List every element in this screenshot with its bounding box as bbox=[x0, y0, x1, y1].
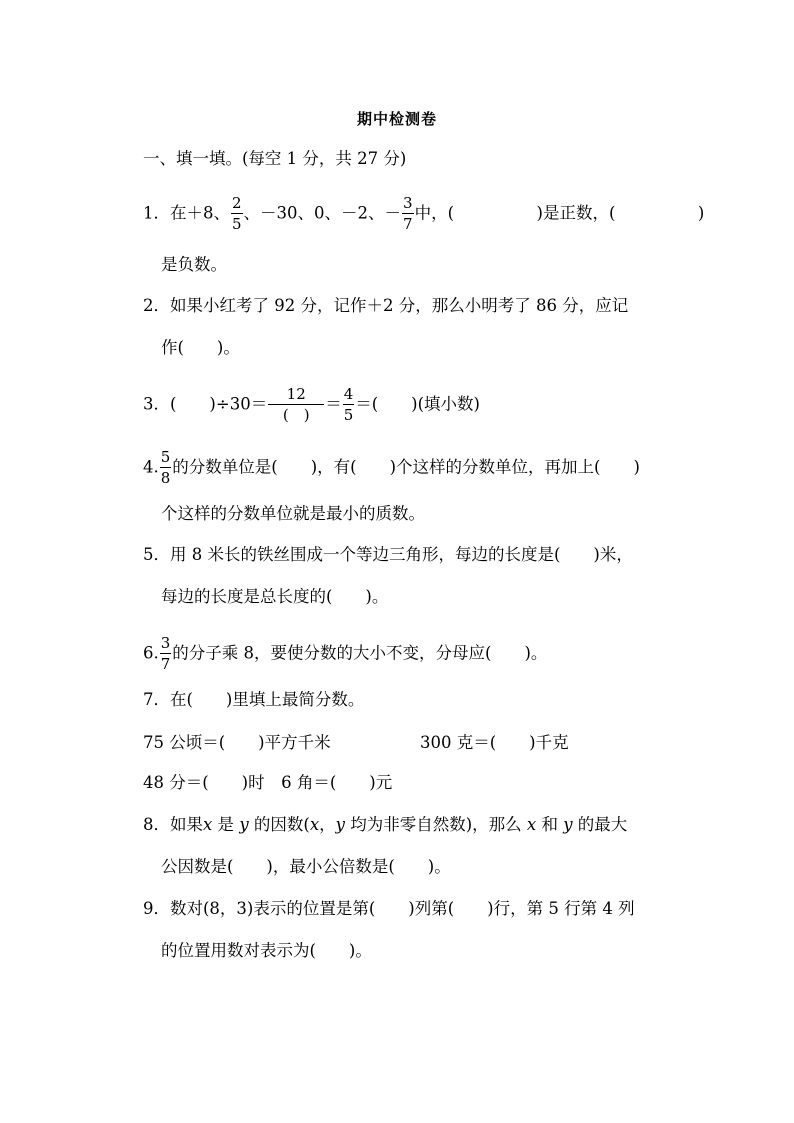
question-4: 4. $\frac{5}{8}$ 的分数单位是( )，有( )个这样的分数单位，再加上( ) bbox=[143, 448, 640, 487]
fraction: $\frac{5}{8}$ bbox=[160, 448, 171, 487]
fraction: $\frac{3}{7}$ bbox=[160, 634, 171, 673]
question-4-cont: 个这样的分数单位就是最小的质数。 bbox=[161, 504, 425, 523]
question-5-cont: 每边的长度是总长度的( )。 bbox=[161, 587, 389, 606]
question-7: 7．在( )里填上最简分数。 bbox=[143, 690, 365, 709]
question-9: 9．数对(8，3)表示的位置是第( )列第( )行，第 5 行第 4 列 bbox=[143, 899, 635, 918]
question-9-cont: 的位置用数对表示为( )。 bbox=[161, 941, 372, 960]
question-7-item-c: 48 分＝( )时 6 角＝( )元 bbox=[143, 773, 393, 792]
question-7-item-a: 75 公顷＝( )平方千米 bbox=[143, 733, 331, 752]
fraction: $\frac{2}{5}$ bbox=[232, 194, 242, 233]
fraction: $\frac{12}{( )}$ bbox=[268, 387, 324, 423]
page-title: 期中检测卷 bbox=[356, 110, 437, 128]
question-2: 2．如果小红考了 92 分，记作＋2 分，那么小明考了 86 分，应记 bbox=[143, 296, 629, 315]
fraction: $\frac{4}{5}$ bbox=[343, 385, 354, 424]
question-7-item-b: 300 克＝( )千克 bbox=[420, 733, 569, 752]
question-1: 1．在＋8、 $\frac{2}{5}$ 、－30、0、－2、－ $\frac{3}{7}$ 中，( )是正数，( ) bbox=[143, 194, 705, 233]
question-3: 3．( )÷30＝ $\frac{12}{( )}$ ＝ $\frac{4}{5}$ ＝( )(填小数) bbox=[143, 385, 480, 424]
question-6: 6. $\frac{3}{7}$ 的分子乘 8，要使分数的大小不变，分母应( )。 bbox=[143, 634, 548, 673]
question-2-cont: 作( )。 bbox=[161, 338, 240, 357]
question-8-cont: 公因数是( )，最小公倍数是( )。 bbox=[161, 857, 451, 876]
question-1-cont: 是负数。 bbox=[161, 255, 227, 274]
question-8: 8．如果x 是 y 的因数(x，y 均为非零自然数)，那么 x 和 y 的最大 bbox=[143, 815, 628, 834]
fraction: $\frac{3}{7}$ bbox=[403, 194, 413, 233]
question-5: 5．用 8 米长的铁丝围成一个等边三角形，每边的长度是( )米， bbox=[143, 545, 633, 564]
section-heading: 一、填一填。(每空 1 分，共 27 分) bbox=[143, 149, 407, 168]
